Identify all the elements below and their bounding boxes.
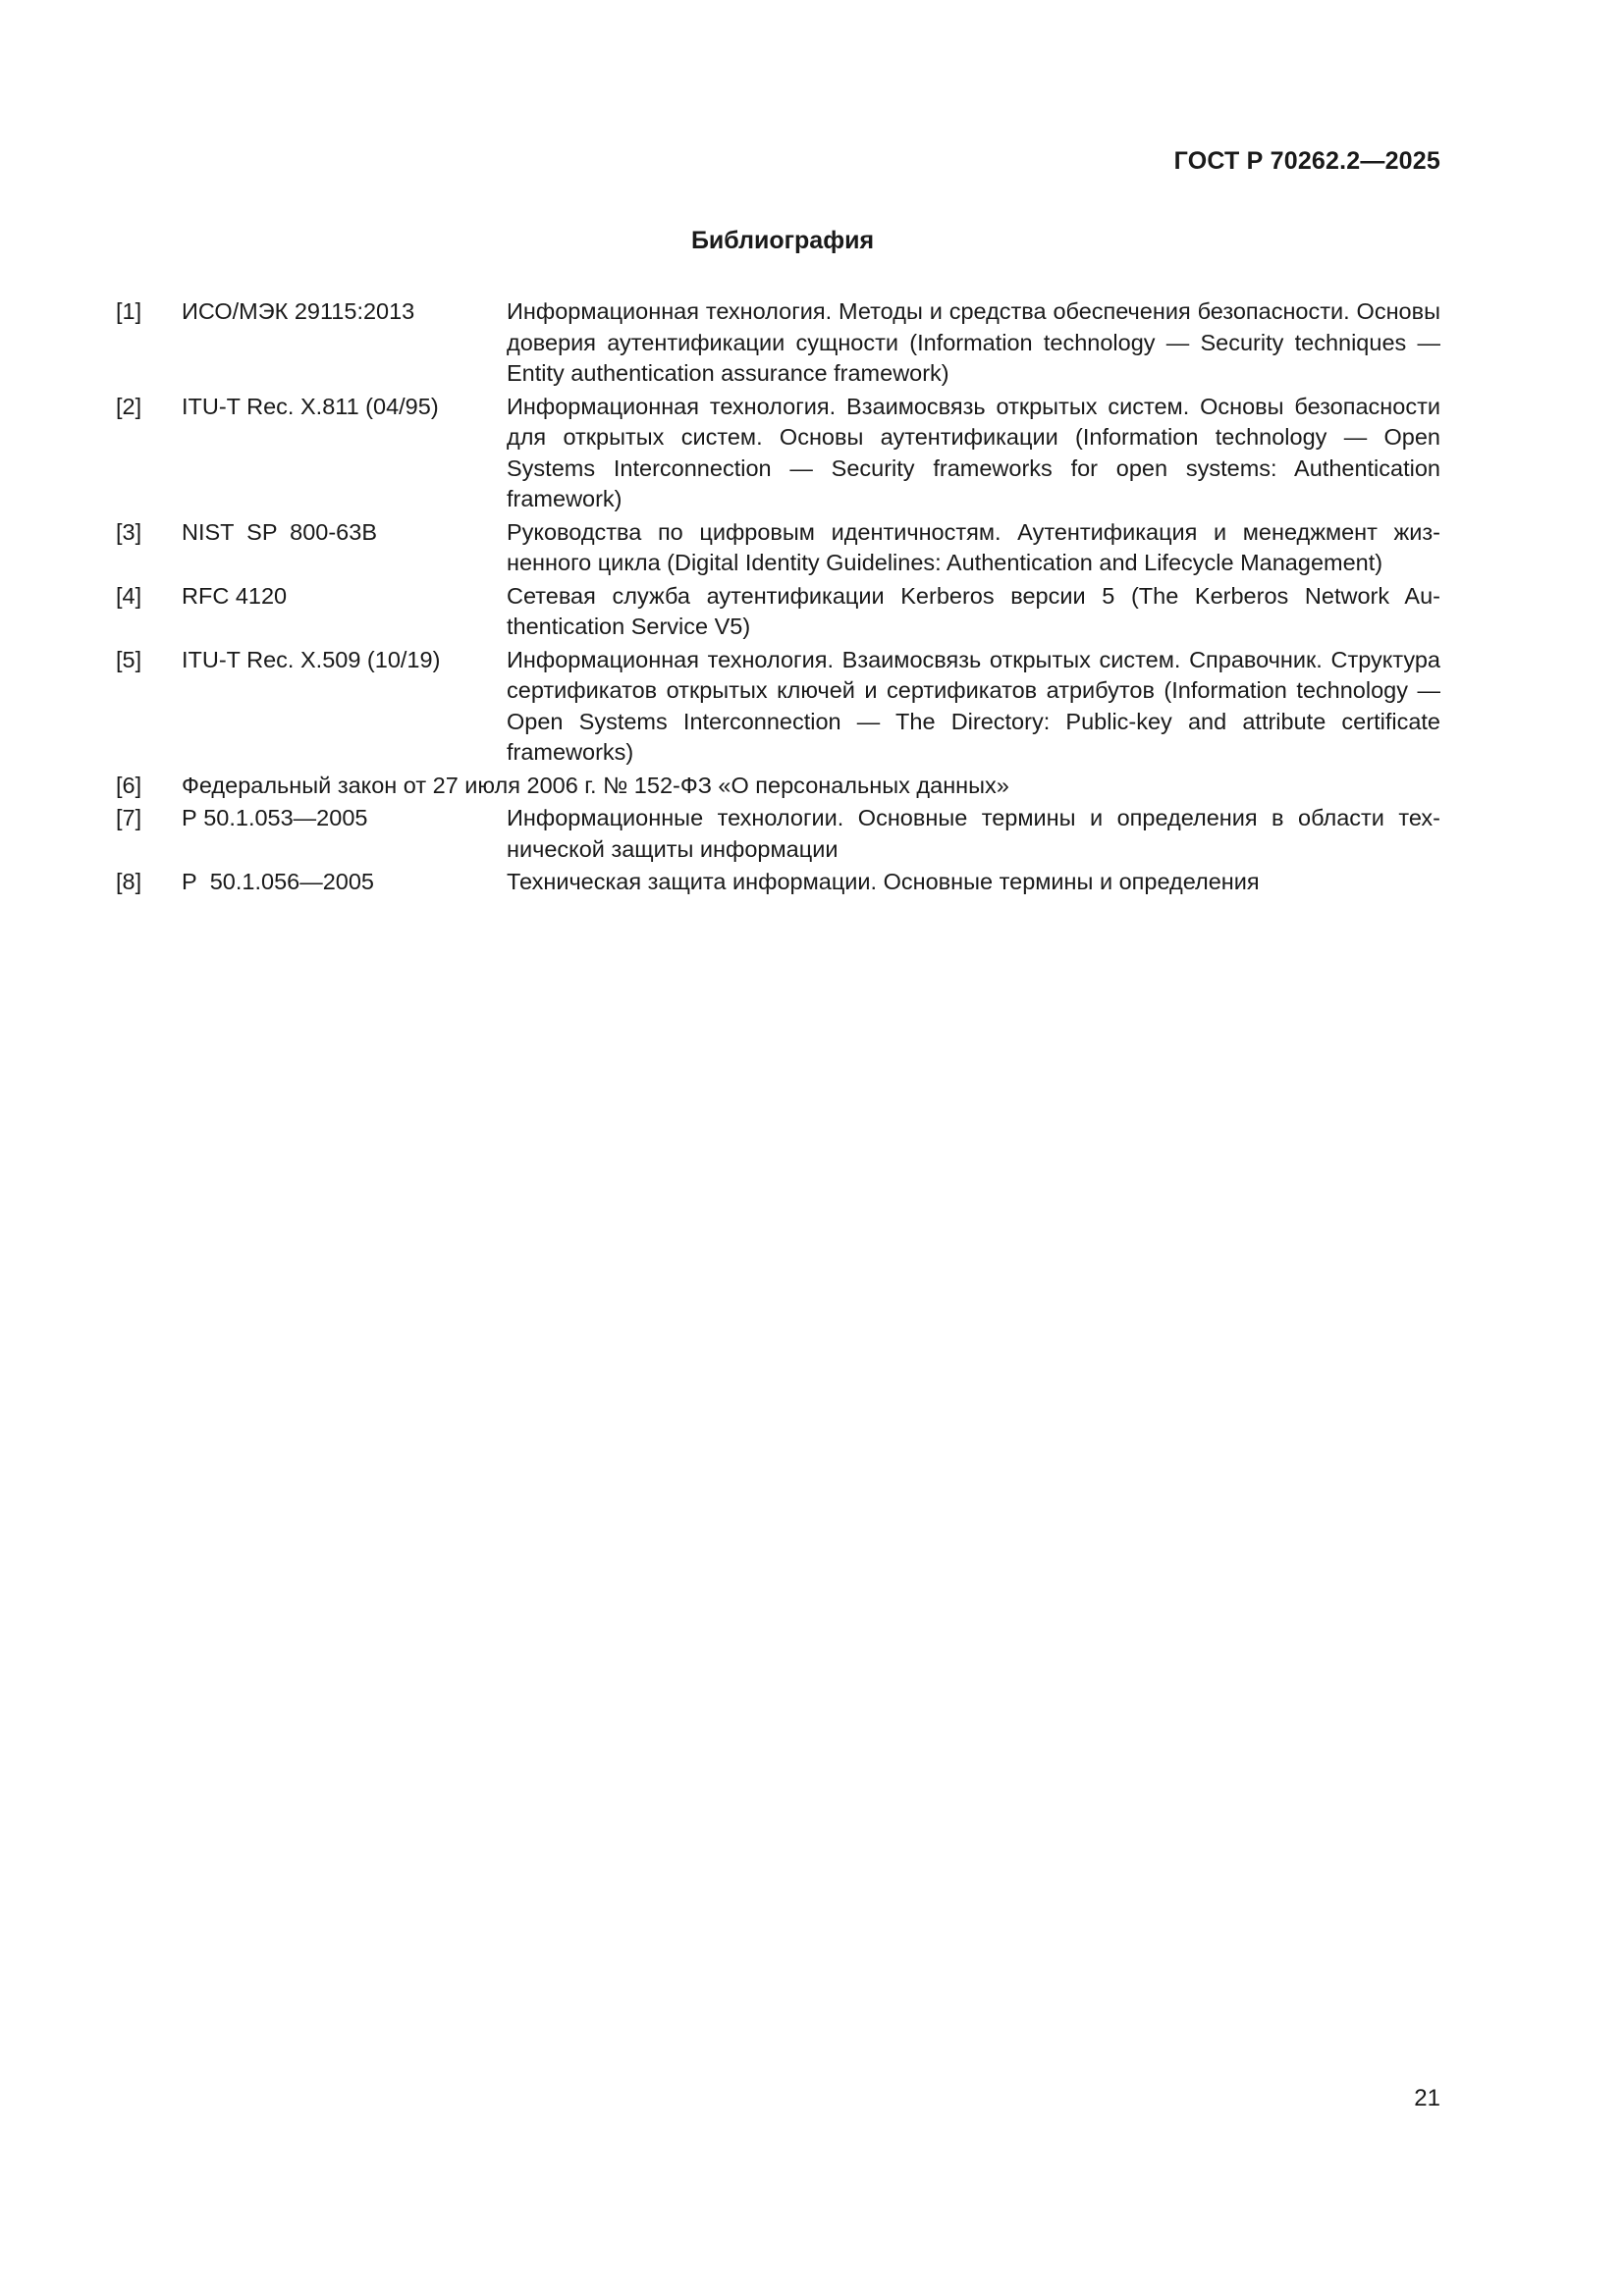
page-title: Библиография [690, 227, 875, 254]
entry-description: Информационная технология. Взаимосвязь открытых систем. Основы безопасности для открытых систем. Основы аутентификации (Information technology — Open Systems Interconnection — Security frameworks for open systems: Authentication framework) [507, 393, 1440, 511]
entry-reference: ITU-T Rec. X.811 (04/95) [182, 393, 439, 419]
entry-number: [3] [116, 518, 142, 545]
entry-description: Техническая защита информации. Основные термины и определения [507, 869, 1260, 894]
entry-number: [2] [116, 393, 142, 419]
page-number: 21 [1414, 2085, 1440, 2111]
bibliography-entry [116, 392, 1440, 515]
entry-description: Информационные технологии. Основные термины и определения в области технической защиты информации [507, 805, 1440, 862]
bibliography-entry [116, 581, 1440, 643]
entry-description: Информационная технология. Методы и средства обеспечения безопасности. Основы доверия аутентификации сущности (Information technology — Security techniques — Entity authentication assurance framework) [507, 298, 1440, 386]
bibliography-entry [116, 867, 1440, 898]
bibliography-entry [116, 645, 1440, 769]
entry-description: Информационная технология. Взаимосвязь открытых систем. Справочник. Структура сертификатов открытых ключей и сертификатов атрибутов (Information technology — Open Systems Interconnection — The Directory: Public-key and attribute certificate frameworks) [507, 646, 1440, 765]
entry-number: [7] [116, 805, 142, 830]
entry-number: [4] [116, 582, 142, 609]
bibliography-entry [116, 517, 1440, 579]
entry-reference: RFC 4120 [182, 582, 288, 609]
bibliography-list [116, 296, 1440, 900]
bibliography-entry [116, 296, 1440, 390]
entry-number: [5] [116, 646, 142, 672]
bibliography-entry [116, 771, 1440, 802]
entry-reference: Р 50.1.056—2005 [182, 869, 374, 894]
entry-reference: Р 50.1.053—2005 [182, 805, 368, 830]
entry-number: [6] [116, 772, 142, 798]
entry-description: Руководства по цифровым идентичностям. Аутентификация и менеджмент жизненного цикла (Digital Identity Guidelines: Authentication and Lifecycle Management) [507, 518, 1440, 575]
entry-number: [8] [116, 869, 142, 894]
entry-full-text: Федеральный закон от 27 июля 2006 г. № 152-ФЗ «О персональных данных» [182, 772, 1009, 798]
entry-reference: ИСО/МЭК 29115:2013 [182, 298, 415, 324]
entry-number: [1] [116, 298, 142, 324]
bibliography-entry [116, 803, 1440, 865]
entry-reference: ITU-T Rec. X.509 (10/19) [182, 646, 441, 672]
entry-description: Сетевая служба аутентификации Kerberos версии 5 (The Kerberos Network Authentication Service V5) [507, 582, 1440, 639]
document-code: ГОСТ Р 70262.2—2025 [1173, 147, 1440, 175]
entry-reference: NIST SP 800-63B [182, 518, 377, 545]
